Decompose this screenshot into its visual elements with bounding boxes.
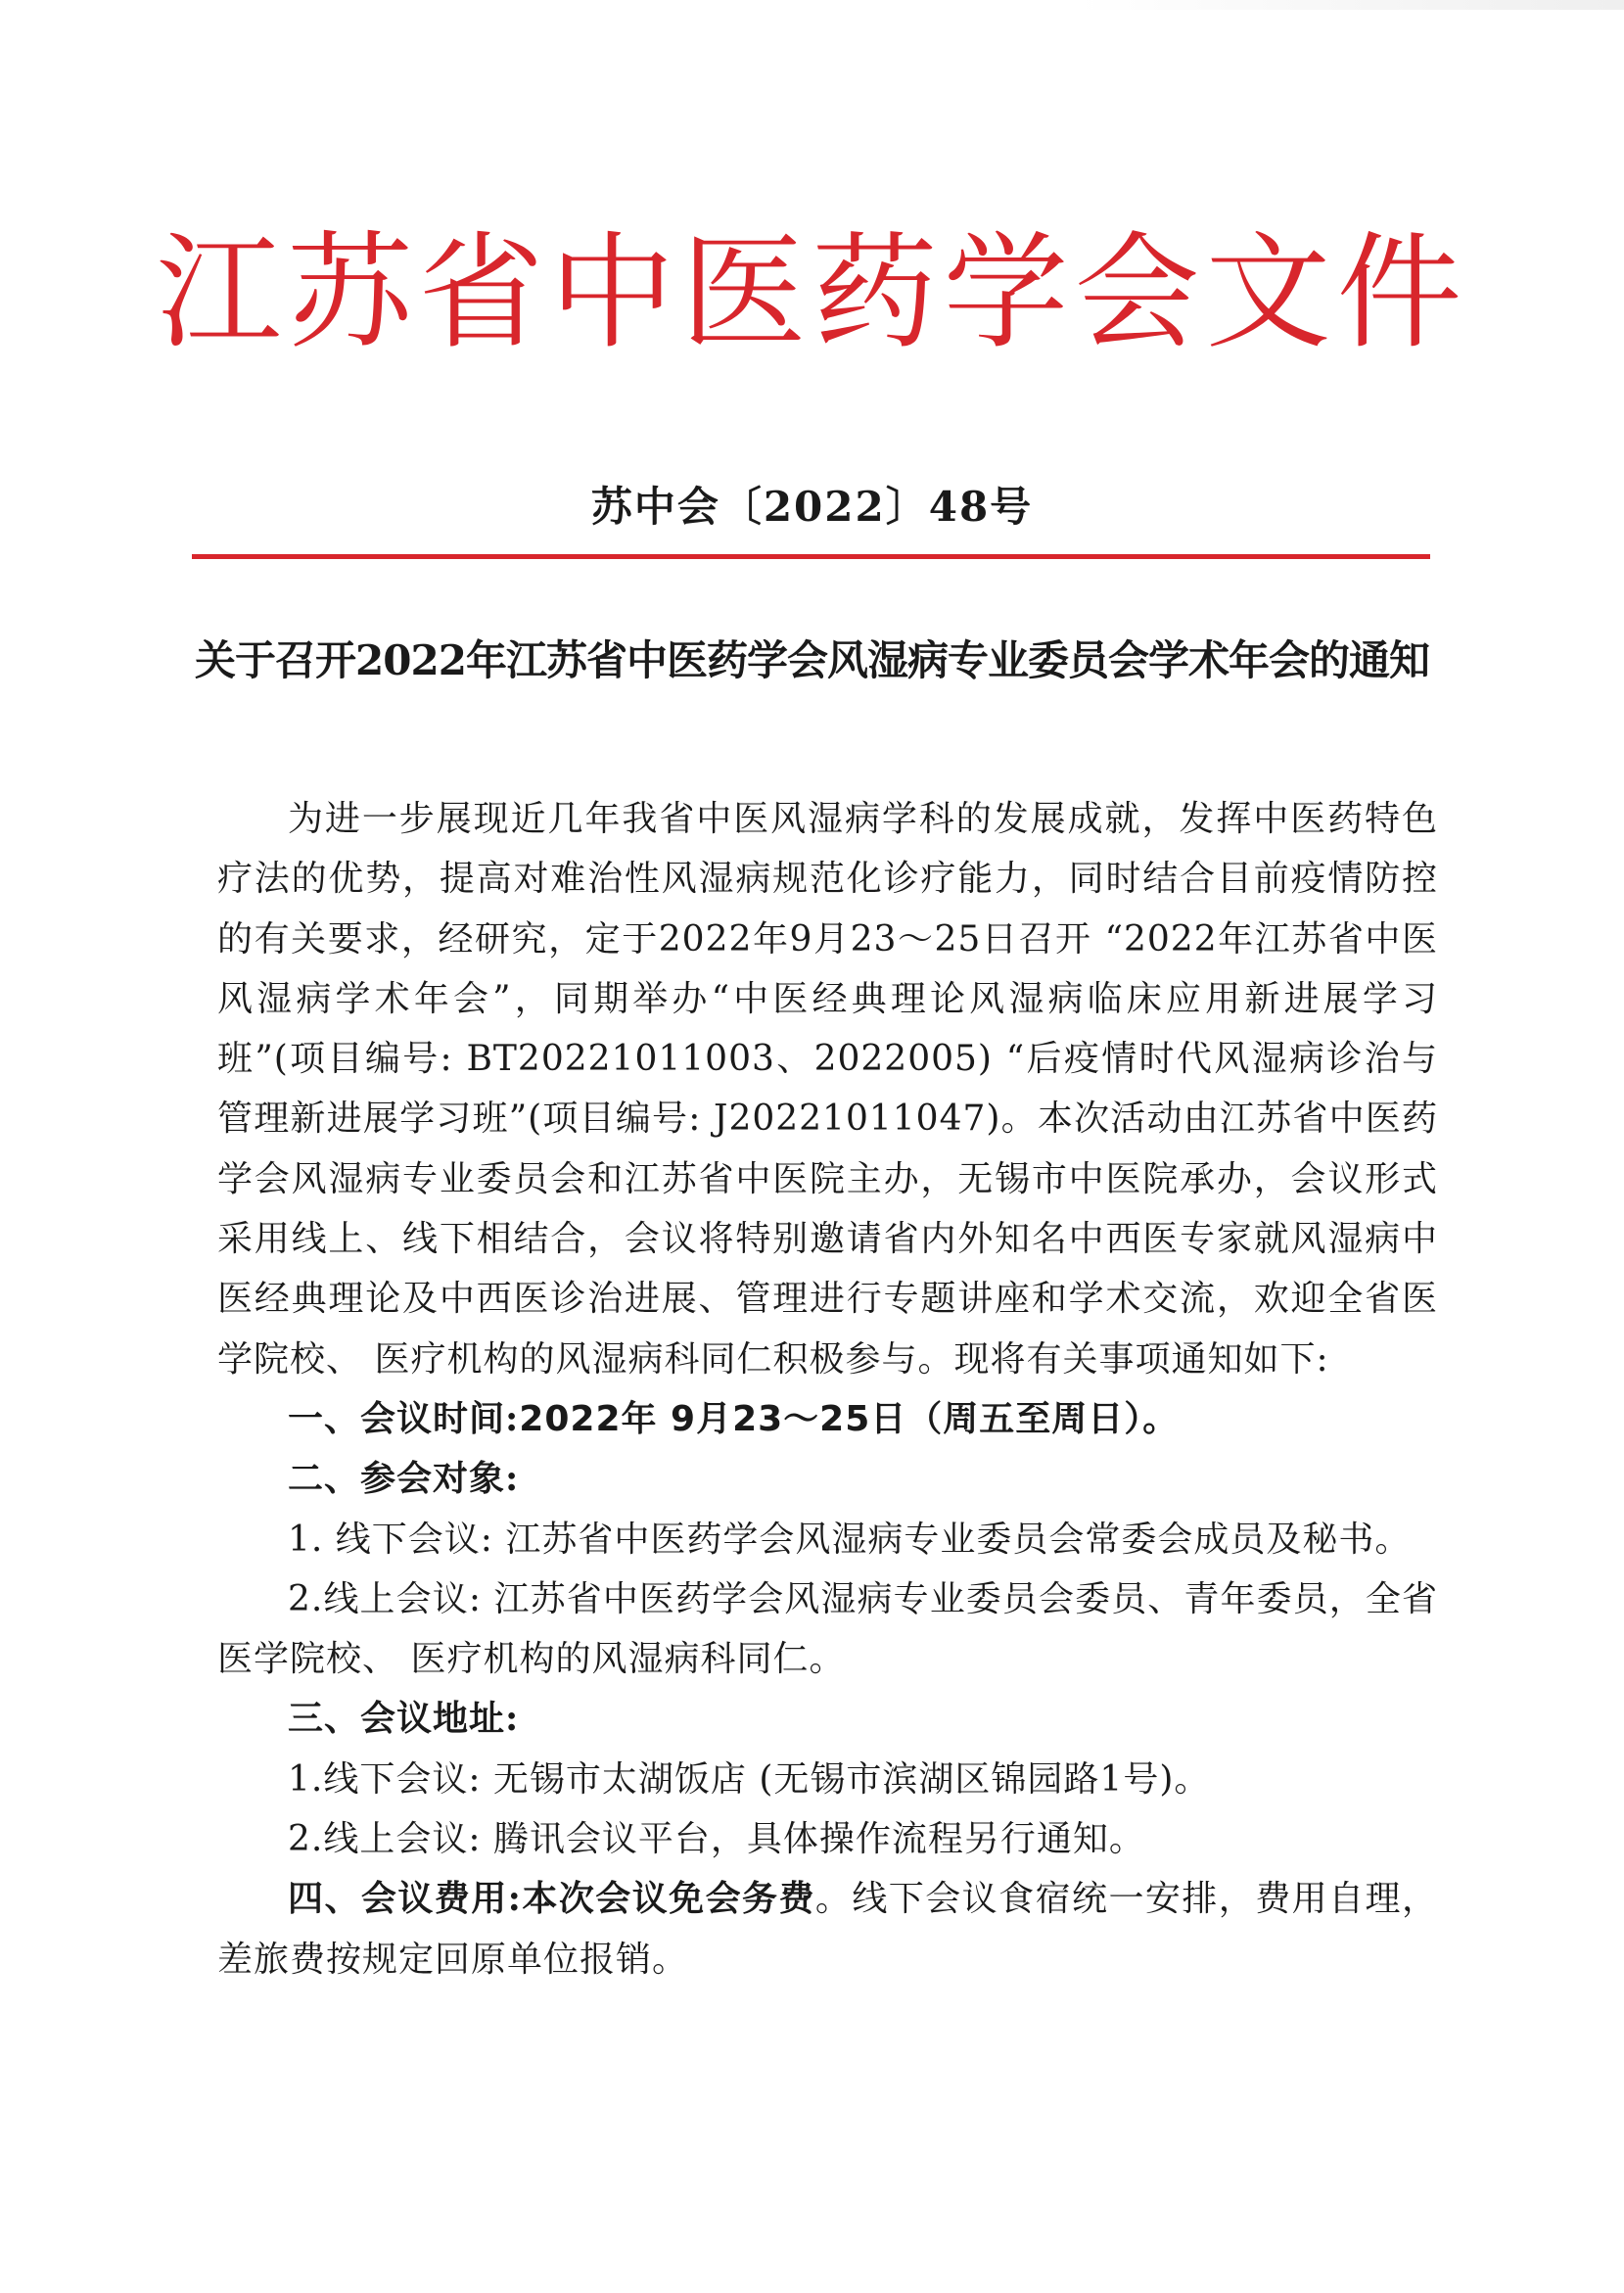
section-attendees-heading: 二、参会对象: [288, 1458, 520, 1500]
meeting-time-text: 2022年 9月23～25日（周五至周日）。 [519, 1398, 1180, 1439]
scan-edge-shadow [1077, 0, 1624, 10]
document-number: 苏中会〔2022〕48号 [590, 483, 1034, 531]
address-item-offline: 1.线下会议: 无锡市太湖饭店 (无锡市滨湖区锦园路1号)。 [288, 1758, 1211, 1800]
address-item-online: 2.线上会议: 腾讯会议平台，具体操作流程另行通知。 [288, 1819, 1145, 1860]
section-heading: 四、会议费用: [288, 1878, 522, 1920]
section-meeting-time [217, 1389, 1438, 1449]
section-address-heading: 三、会议地址: [288, 1698, 520, 1740]
section-heading: 一、会议时间: [288, 1397, 520, 1439]
attendees-item-offline: 1. 线下会议: 江苏省中医药学会风湿病专业委员会常委会成员及秘书。 [288, 1519, 1412, 1560]
fees-detail-text: 。线下会议食宿统一安排，费用自理，差旅费按规定回原单位报销。 [217, 1879, 1438, 1980]
notice-title: 关于召开2022年江苏省中医药学会风湿病专业委员会学术年会的通知 [195, 636, 1429, 684]
attendees-item-online: 2.线上会议: 江苏省中医药学会风湿病专业委员会委员、青年委员，全省医学院校、 医疗机构的风湿病科同仁。 [217, 1578, 1438, 1680]
red-divider-line [192, 554, 1430, 559]
fees-waived-text: 本次会议免会务费 [521, 1878, 815, 1920]
intro-paragraph: 为进一步展现近几年我省中医风湿病学科的发展成就，发挥中医药特色疗法的优势，提高对难治性风湿病规范化诊疗能力，同时结合目前疫情防控的有关要求，经研究，定于2022年9月23～25日召开 “2022年江苏省中医风湿病学术年会”，同期举办“中医经典理论风湿病临床应用新进展学习班”(项目编号: BT20221011003、2022005) “后疫情时代风湿病诊治与管理新进展学习班”(项目编号: J20221011047)。本次活动由江苏省中医药学会风湿病专业委员会和江苏省中医院主办，无锡市中医院承办，会议形式采用线上、线下相结合，会议将特别邀请省内外知名中西医专家就风湿病中医经典理论及中西医诊治进展、管理进行专题讲座和学术交流，欢迎全省医学院校、 医疗机构的风湿病科同仁积极参与。现将有关事项通知如下: [217, 799, 1438, 1380]
notice-body [217, 789, 1438, 1989]
red-header-title: 江苏省中医药学会文件 [156, 220, 1468, 366]
section-fees [217, 1869, 1438, 1989]
